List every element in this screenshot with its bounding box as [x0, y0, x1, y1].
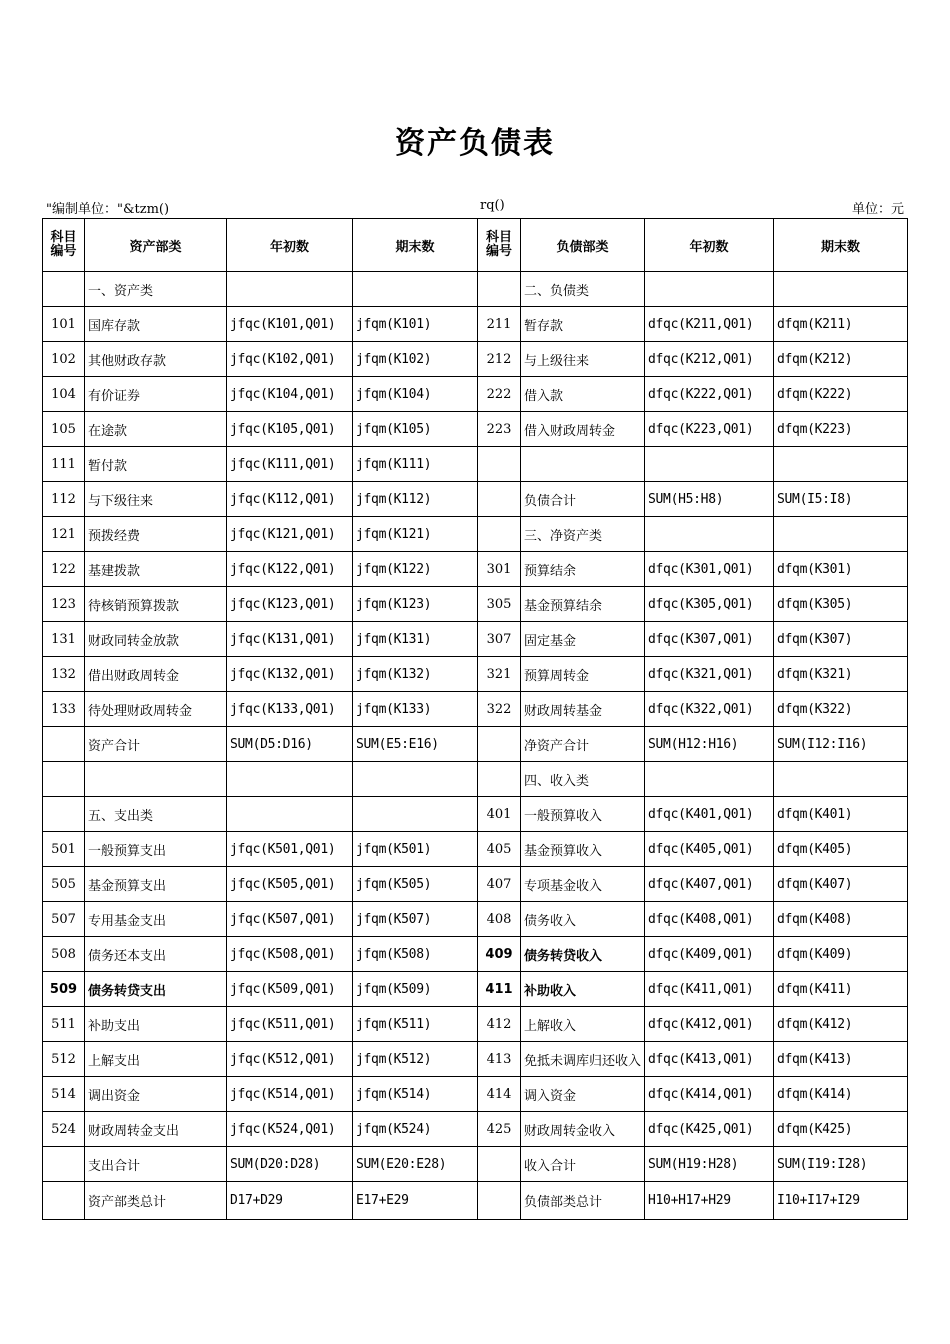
table-row [43, 342, 908, 377]
cell-asset-code [43, 1182, 85, 1220]
cell-liability-end: dfqm(K305) [774, 587, 908, 622]
cell-asset-code: 112 [43, 482, 85, 517]
cell-liability-code: 411 [478, 972, 521, 1007]
cell-asset-begin: jfqc(K105,Q01) [227, 412, 353, 447]
cell-asset-begin: jfqc(K507,Q01) [227, 902, 353, 937]
cell-asset-end: jfqm(K105) [353, 412, 478, 447]
cell-liability-begin: SUM(H5:H8) [645, 482, 774, 517]
table-row [43, 482, 908, 517]
cell-asset-end: jfqm(K512) [353, 1042, 478, 1077]
cell-liability-name: 固定基金 [521, 622, 645, 657]
cell-asset-name: 与下级往来 [85, 482, 227, 517]
cell-liability-code: 222 [478, 377, 521, 412]
cell-liability-name: 财政周转金收入 [521, 1112, 645, 1147]
table-row [43, 1112, 908, 1147]
cell-asset-end: jfqm(K505) [353, 867, 478, 902]
cell-liability-name: 债务转贷收入 [521, 937, 645, 972]
cell-liability-begin [645, 447, 774, 482]
cell-liability-code: 321 [478, 657, 521, 692]
cell-liability-code: 301 [478, 552, 521, 587]
cell-liability-end: dfqm(K409) [774, 937, 908, 972]
cell-asset-code: 507 [43, 902, 85, 937]
cell-liability-begin: dfqc(K212,Q01) [645, 342, 774, 377]
cell-asset-name: 有价证券 [85, 377, 227, 412]
cell-asset-code: 122 [43, 552, 85, 587]
cell-asset-begin: jfqc(K511,Q01) [227, 1007, 353, 1042]
cell-asset-begin: jfqc(K131,Q01) [227, 622, 353, 657]
cell-liability-end: dfqm(K301) [774, 552, 908, 587]
cell-asset-name: 资产合计 [85, 727, 227, 762]
cell-liability-end [774, 517, 908, 552]
table-row [43, 377, 908, 412]
cell-asset-name: 国库存款 [85, 307, 227, 342]
cell-asset-end: jfqm(K132) [353, 657, 478, 692]
table-row [43, 622, 908, 657]
header-asset-category: 资产部类 [85, 219, 227, 272]
cell-asset-name [85, 762, 227, 797]
date-field: rq() [480, 198, 505, 213]
cell-liability-end: dfqm(K412) [774, 1007, 908, 1042]
cell-asset-name: 其他财政存款 [85, 342, 227, 377]
cell-asset-name: 在途款 [85, 412, 227, 447]
cell-liability-begin: SUM(H19:H28) [645, 1147, 774, 1182]
cell-liability-code: 425 [478, 1112, 521, 1147]
cell-asset-code: 505 [43, 867, 85, 902]
cell-asset-name: 债务还本支出 [85, 937, 227, 972]
cell-asset-code: 511 [43, 1007, 85, 1042]
header-liability-code-text: 科目编号 [485, 230, 512, 259]
cell-liability-name: 负债部类总计 [521, 1182, 645, 1220]
cell-asset-end: jfqm(K104) [353, 377, 478, 412]
cell-liability-code: 408 [478, 902, 521, 937]
cell-liability-end: dfqm(K222) [774, 377, 908, 412]
cell-asset-begin: jfqc(K104,Q01) [227, 377, 353, 412]
header-asset-end: 期末数 [353, 219, 478, 272]
header-asset-code-text: 科目编号 [50, 230, 77, 259]
table-row [43, 1147, 908, 1182]
cell-asset-end: E17+E29 [353, 1182, 478, 1220]
cell-liability-end: dfqm(K211) [774, 307, 908, 342]
cell-asset-code: 501 [43, 832, 85, 867]
cell-liability-name: 专项基金收入 [521, 867, 645, 902]
cell-liability-end: SUM(I5:I8) [774, 482, 908, 517]
cell-liability-end: dfqm(K212) [774, 342, 908, 377]
cell-asset-end: jfqm(K131) [353, 622, 478, 657]
table-row [43, 1182, 908, 1220]
cell-liability-code [478, 1182, 521, 1220]
cell-liability-name: 借入款 [521, 377, 645, 412]
cell-liability-name: 收入合计 [521, 1147, 645, 1182]
balance-sheet-table [42, 218, 908, 1220]
cell-liability-name: 净资产合计 [521, 727, 645, 762]
cell-asset-end: jfqm(K501) [353, 832, 478, 867]
cell-asset-code: 132 [43, 657, 85, 692]
table-row [43, 307, 908, 342]
cell-liability-name: 上解收入 [521, 1007, 645, 1042]
cell-asset-code: 508 [43, 937, 85, 972]
cell-asset-begin: D17+D29 [227, 1182, 353, 1220]
table-row [43, 762, 908, 797]
cell-liability-end: I10+I17+I29 [774, 1182, 908, 1220]
cell-asset-name: 一般预算支出 [85, 832, 227, 867]
cell-asset-end: SUM(E5:E16) [353, 727, 478, 762]
cell-asset-code [43, 797, 85, 832]
header-liability-end: 期末数 [774, 219, 908, 272]
table-row [43, 727, 908, 762]
header-asset-begin: 年初数 [227, 219, 353, 272]
table-row [43, 447, 908, 482]
cell-liability-begin: dfqc(K307,Q01) [645, 622, 774, 657]
cell-asset-begin: jfqc(K509,Q01) [227, 972, 353, 1007]
cell-liability-code: 414 [478, 1077, 521, 1112]
cell-liability-code [478, 727, 521, 762]
cell-asset-code: 512 [43, 1042, 85, 1077]
cell-asset-begin: jfqc(K524,Q01) [227, 1112, 353, 1147]
cell-liability-code: 223 [478, 412, 521, 447]
cell-asset-end: jfqm(K509) [353, 972, 478, 1007]
cell-asset-end: jfqm(K121) [353, 517, 478, 552]
cell-liability-begin: dfqc(K425,Q01) [645, 1112, 774, 1147]
cell-liability-code [478, 1147, 521, 1182]
cell-asset-begin: jfqc(K101,Q01) [227, 307, 353, 342]
cell-asset-name: 五、支出类 [85, 797, 227, 832]
table-row [43, 587, 908, 622]
cell-liability-begin: dfqc(K305,Q01) [645, 587, 774, 622]
cell-liability-code: 212 [478, 342, 521, 377]
cell-liability-code: 412 [478, 1007, 521, 1042]
cell-liability-end: dfqm(K414) [774, 1077, 908, 1112]
table-row [43, 972, 908, 1007]
cell-liability-end: SUM(I19:I28) [774, 1147, 908, 1182]
cell-liability-begin: dfqc(K401,Q01) [645, 797, 774, 832]
cell-liability-begin: dfqc(K411,Q01) [645, 972, 774, 1007]
cell-liability-name: 基金预算收入 [521, 832, 645, 867]
cell-asset-name: 债务转贷支出 [85, 972, 227, 1007]
cell-asset-name: 资产部类总计 [85, 1182, 227, 1220]
cell-liability-code [478, 762, 521, 797]
cell-asset-end: jfqm(K111) [353, 447, 478, 482]
cell-asset-name: 财政周转金支出 [85, 1112, 227, 1147]
cell-liability-end [774, 762, 908, 797]
cell-asset-name: 借出财政周转金 [85, 657, 227, 692]
cell-liability-name: 三、净资产类 [521, 517, 645, 552]
cell-asset-end: SUM(E20:E28) [353, 1147, 478, 1182]
cell-asset-begin: jfqc(K132,Q01) [227, 657, 353, 692]
cell-liability-code [478, 482, 521, 517]
cell-asset-begin: jfqc(K514,Q01) [227, 1077, 353, 1112]
cell-asset-begin: jfqc(K122,Q01) [227, 552, 353, 587]
table-row [43, 797, 908, 832]
cell-asset-end: jfqm(K511) [353, 1007, 478, 1042]
table-row [43, 832, 908, 867]
cell-asset-code [43, 272, 85, 307]
cell-asset-begin: jfqc(K112,Q01) [227, 482, 353, 517]
cell-liability-name: 借入财政周转金 [521, 412, 645, 447]
cell-liability-name: 二、负债类 [521, 272, 645, 307]
cell-liability-name: 暂存款 [521, 307, 645, 342]
cell-asset-begin [227, 797, 353, 832]
cell-asset-code [43, 1147, 85, 1182]
table-row [43, 552, 908, 587]
cell-liability-name: 免抵未调库归还收入 [521, 1042, 645, 1077]
header-asset-code [43, 219, 85, 272]
cell-asset-name: 补助支出 [85, 1007, 227, 1042]
cell-liability-end: dfqm(K401) [774, 797, 908, 832]
table-row [43, 937, 908, 972]
cell-liability-begin: dfqc(K413,Q01) [645, 1042, 774, 1077]
table-body [43, 272, 908, 1220]
cell-asset-code: 514 [43, 1077, 85, 1112]
header-liability-code [478, 219, 521, 272]
cell-asset-begin: SUM(D5:D16) [227, 727, 353, 762]
cell-liability-code [478, 272, 521, 307]
cell-liability-begin [645, 272, 774, 307]
cell-liability-code [478, 517, 521, 552]
cell-liability-name: 调入资金 [521, 1077, 645, 1112]
cell-liability-end: dfqm(K405) [774, 832, 908, 867]
cell-asset-name: 支出合计 [85, 1147, 227, 1182]
cell-asset-end: jfqm(K122) [353, 552, 478, 587]
cell-liability-name [521, 447, 645, 482]
cell-liability-code [478, 447, 521, 482]
cell-liability-code: 407 [478, 867, 521, 902]
cell-liability-end: dfqm(K413) [774, 1042, 908, 1077]
cell-asset-begin [227, 762, 353, 797]
cell-asset-end: jfqm(K508) [353, 937, 478, 972]
cell-liability-begin: dfqc(K409,Q01) [645, 937, 774, 972]
cell-liability-name: 预算周转金 [521, 657, 645, 692]
cell-asset-end [353, 797, 478, 832]
cell-liability-name: 一般预算收入 [521, 797, 645, 832]
cell-asset-name: 调出资金 [85, 1077, 227, 1112]
cell-liability-end [774, 272, 908, 307]
cell-liability-code: 401 [478, 797, 521, 832]
cell-asset-end: jfqm(K123) [353, 587, 478, 622]
cell-asset-begin: jfqc(K512,Q01) [227, 1042, 353, 1077]
cell-liability-begin: dfqc(K408,Q01) [645, 902, 774, 937]
cell-liability-end: dfqm(K407) [774, 867, 908, 902]
cell-asset-end: jfqm(K101) [353, 307, 478, 342]
cell-asset-name: 预拨经费 [85, 517, 227, 552]
cell-asset-begin: jfqc(K123,Q01) [227, 587, 353, 622]
cell-asset-end [353, 272, 478, 307]
cell-liability-begin: H10+H17+H29 [645, 1182, 774, 1220]
cell-liability-code: 405 [478, 832, 521, 867]
cell-asset-code: 123 [43, 587, 85, 622]
cell-asset-begin [227, 272, 353, 307]
cell-asset-name: 财政同转金放款 [85, 622, 227, 657]
cell-asset-code: 133 [43, 692, 85, 727]
table-row [43, 657, 908, 692]
cell-liability-name: 基金预算结余 [521, 587, 645, 622]
table-row [43, 692, 908, 727]
table-row [43, 412, 908, 447]
cell-liability-end [774, 447, 908, 482]
cell-liability-name: 债务收入 [521, 902, 645, 937]
cell-asset-begin: jfqc(K508,Q01) [227, 937, 353, 972]
cell-liability-end: dfqm(K321) [774, 657, 908, 692]
cell-liability-end: dfqm(K307) [774, 622, 908, 657]
cell-liability-begin: dfqc(K211,Q01) [645, 307, 774, 342]
cell-liability-begin: dfqc(K322,Q01) [645, 692, 774, 727]
cell-asset-code: 102 [43, 342, 85, 377]
cell-liability-name: 补助收入 [521, 972, 645, 1007]
header-row [43, 219, 908, 272]
compiling-unit-label: "编制单位："&tzm() [46, 202, 170, 217]
cell-liability-end: dfqm(K322) [774, 692, 908, 727]
cell-liability-name: 负债合计 [521, 482, 645, 517]
cell-liability-begin: dfqc(K407,Q01) [645, 867, 774, 902]
cell-asset-end: jfqm(K524) [353, 1112, 478, 1147]
cell-asset-code [43, 727, 85, 762]
cell-asset-begin: jfqc(K121,Q01) [227, 517, 353, 552]
cell-asset-end: jfqm(K102) [353, 342, 478, 377]
cell-liability-name: 四、收入类 [521, 762, 645, 797]
cell-asset-name: 一、资产类 [85, 272, 227, 307]
cell-asset-code: 111 [43, 447, 85, 482]
cell-asset-code: 121 [43, 517, 85, 552]
report-title: 资产负债表 [395, 126, 555, 161]
cell-liability-begin [645, 762, 774, 797]
cell-asset-begin: jfqc(K111,Q01) [227, 447, 353, 482]
cell-liability-end: dfqm(K425) [774, 1112, 908, 1147]
cell-liability-begin: dfqc(K321,Q01) [645, 657, 774, 692]
cell-liability-end: dfqm(K408) [774, 902, 908, 937]
cell-liability-code: 305 [478, 587, 521, 622]
table-row [43, 272, 908, 307]
cell-asset-name: 专用基金支出 [85, 902, 227, 937]
cell-liability-code: 211 [478, 307, 521, 342]
cell-liability-code: 322 [478, 692, 521, 727]
cell-liability-name: 预算结余 [521, 552, 645, 587]
cell-liability-code: 413 [478, 1042, 521, 1077]
cell-liability-begin: dfqc(K414,Q01) [645, 1077, 774, 1112]
cell-asset-code [43, 762, 85, 797]
header-liability-category: 负债部类 [521, 219, 645, 272]
cell-asset-name: 待处理财政周转金 [85, 692, 227, 727]
cell-asset-name: 待核销预算拨款 [85, 587, 227, 622]
cell-asset-code: 509 [43, 972, 85, 1007]
cell-asset-name: 基金预算支出 [85, 867, 227, 902]
cell-liability-begin: dfqc(K223,Q01) [645, 412, 774, 447]
cell-asset-code: 105 [43, 412, 85, 447]
cell-liability-begin: dfqc(K412,Q01) [645, 1007, 774, 1042]
table-row [43, 517, 908, 552]
cell-liability-end: dfqm(K223) [774, 412, 908, 447]
cell-asset-name: 暂付款 [85, 447, 227, 482]
cell-asset-end: jfqm(K514) [353, 1077, 478, 1112]
cell-asset-end: jfqm(K133) [353, 692, 478, 727]
cell-asset-code: 101 [43, 307, 85, 342]
cell-liability-name: 与上级往来 [521, 342, 645, 377]
cell-liability-begin: SUM(H12:H16) [645, 727, 774, 762]
table-row [43, 902, 908, 937]
table-row [43, 1007, 908, 1042]
cell-asset-end: jfqm(K112) [353, 482, 478, 517]
cell-liability-code: 409 [478, 937, 521, 972]
cell-asset-end: jfqm(K507) [353, 902, 478, 937]
cell-asset-code: 524 [43, 1112, 85, 1147]
table-row [43, 867, 908, 902]
header-liability-begin: 年初数 [645, 219, 774, 272]
cell-asset-begin: jfqc(K501,Q01) [227, 832, 353, 867]
currency-unit-label: 单位：元 [851, 202, 904, 217]
cell-asset-begin: jfqc(K102,Q01) [227, 342, 353, 377]
cell-asset-begin: SUM(D20:D28) [227, 1147, 353, 1182]
cell-liability-code: 307 [478, 622, 521, 657]
cell-liability-end: SUM(I12:I16) [774, 727, 908, 762]
cell-liability-end: dfqm(K411) [774, 972, 908, 1007]
table-row [43, 1077, 908, 1112]
table-row [43, 1042, 908, 1077]
cell-asset-end [353, 762, 478, 797]
cell-asset-name: 基建拨款 [85, 552, 227, 587]
cell-liability-begin: dfqc(K301,Q01) [645, 552, 774, 587]
cell-liability-begin: dfqc(K222,Q01) [645, 377, 774, 412]
cell-liability-begin: dfqc(K405,Q01) [645, 832, 774, 867]
cell-asset-begin: jfqc(K505,Q01) [227, 867, 353, 902]
cell-liability-begin [645, 517, 774, 552]
cell-asset-code: 131 [43, 622, 85, 657]
cell-asset-name: 上解支出 [85, 1042, 227, 1077]
cell-liability-name: 财政周转基金 [521, 692, 645, 727]
cell-asset-code: 104 [43, 377, 85, 412]
cell-asset-begin: jfqc(K133,Q01) [227, 692, 353, 727]
